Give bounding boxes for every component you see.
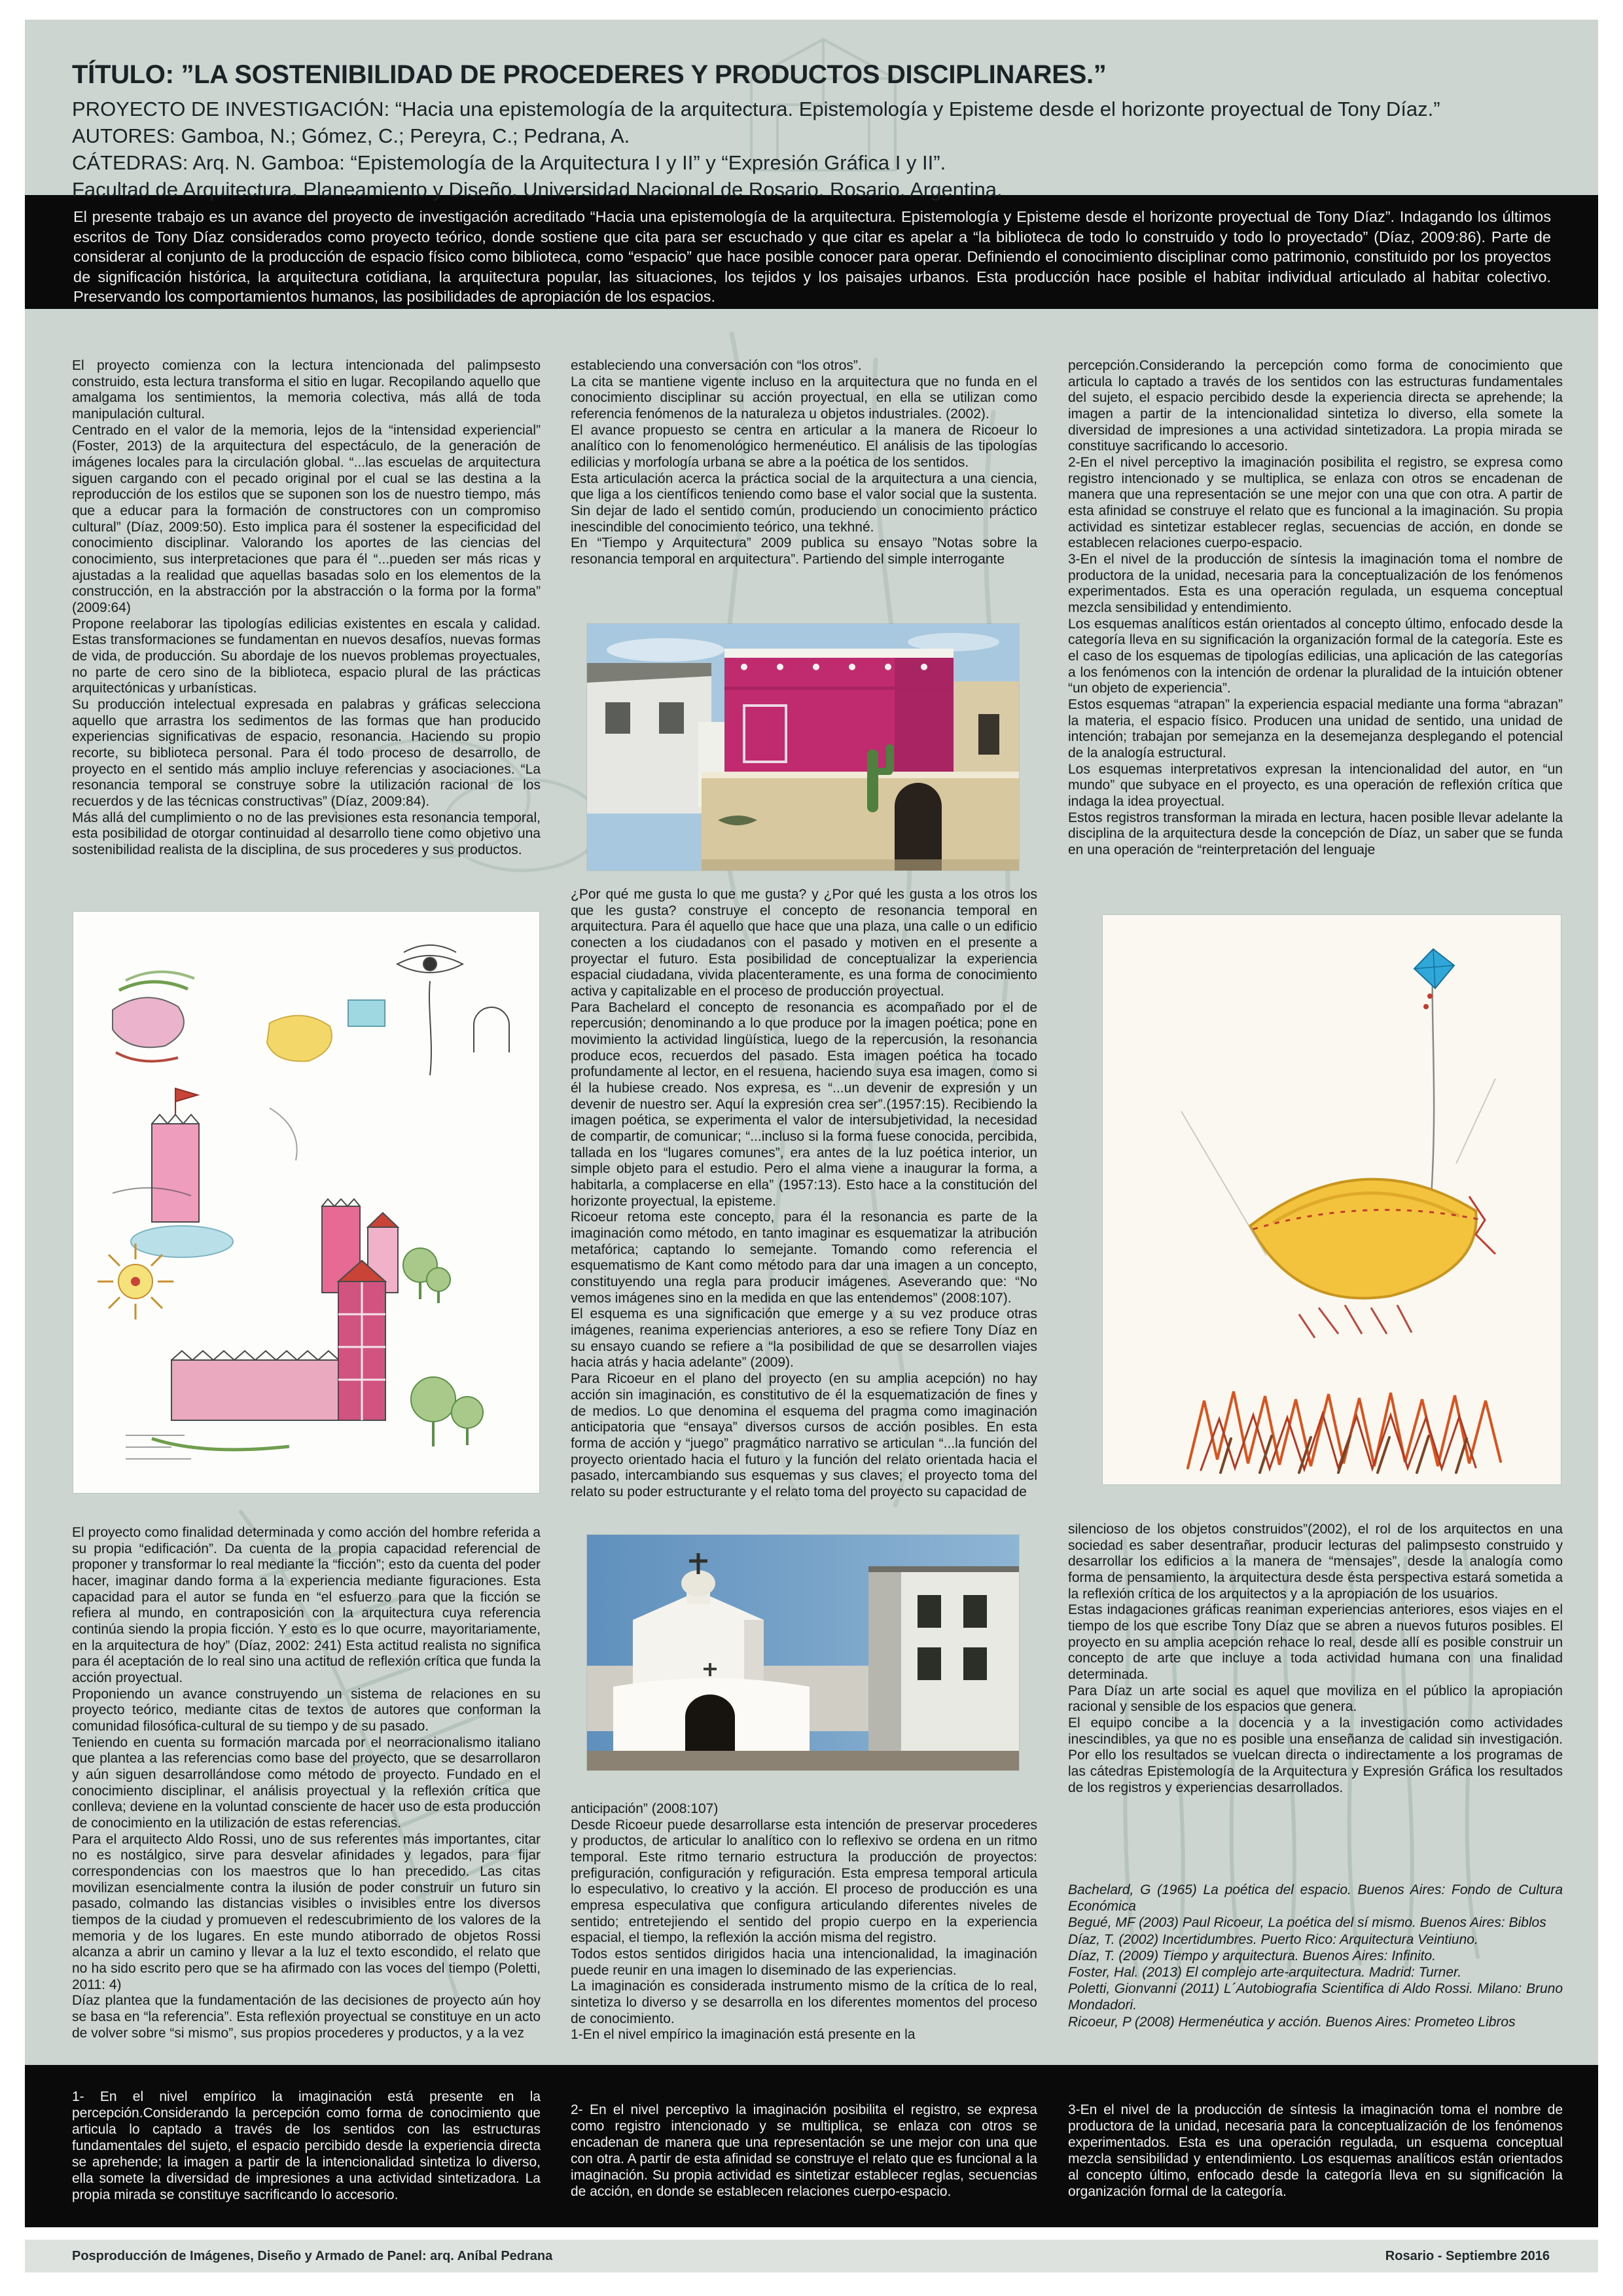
paragraph: Estos esquemas “atrapan” la experiencia espacial mediante una forma “abrazan” la materia, el espacio físico. Producen una unidad de sentido, una unidad de intención; trabajan por semejanza en la desemejanza desplegando el potencial de la analogía estructural. xyxy=(1068,697,1563,761)
paragraph: Para Bachelard el concepto de resonancia es acompañado por el de repercusión; denominando a lo que produce por la imagen poética; pone en movimiento la actividad lingüística, luego de la repercusión, la resonancia produce ecos, recuerdos del pasado. Esta imagen poética ha tocado profundamente al lector, en el resuena, haciendo suya esa imagen, como si él la hubiese creado. Nos expresa, es “...un devenir de expresión y un devenir de nuestro ser. Aquí la expresión crea ser”.(1957:15). Recibiendo la imagen poética, se experimenta el valor de intersubjetividad, la necesidad de compartir, de comunicar; “...incluso si la forma fuese conocida, percibida, tallada en los “lugares comunes”, era antes de la luz poética interior, un simple objeto para el estudio. Pero el alma viene a inaugurar la forma, a habitarla, a complacerse en ella” (1957:13). Esto hace a la constitución del horizonte proyectual, la episteme. xyxy=(571,999,1037,1209)
references-list xyxy=(1068,1882,1563,2030)
paragraph: 2-En el nivel perceptivo la imaginación posibilita el registro, se expresa como registro intencionado y se multiplica, se enlaza con otros se encadenan de manera que una representación se une mejor con una que con otra. A partir de esta afinidad se construye el relato que es funcional a la imaginación. Su propia actividad es sintetizar establecer reglas, secuencias de acción, en donde se establecen relaciones cuerpo-espacio. xyxy=(1068,455,1563,551)
paragraph: Propone reelaborar las tipologías edilicias existentes en escala y calidad. Estas transformaciones se fundamentan en nuevos desafíos, nuevas formas de vida, de producción. Su abordaje de los nuevos problemas proyectuales, no parte de cero sino de la biblioteca, espacio plural de las prácticas arquitectónicas y urbanísticas. xyxy=(72,616,541,696)
paragraph: percepción.Considerando la percepción como forma de conocimiento que articula lo captado a través de los sentidos con las estructuras fundamentales del sujeto, el espacio percibido desde la experiencia directa se aprehende; la imagen a partir de la intencionalidad sintetiza lo diverso, ella somete la diversidad de impresiones a una actividad sintetizadora. La propia mirada se constituye sacrificando lo accesorio. xyxy=(1068,358,1563,454)
credits-production: Posproducción de Imágenes, Diseño y Armado de Panel: arq. Aníbal Pedrana xyxy=(72,2249,553,2263)
sketches-collage-image xyxy=(73,912,539,1493)
reference-entry: Ricoeur, P (2008) Hermenéutica y acción. Buenos Aires: Prometeo Libros xyxy=(1068,2014,1516,2030)
footnote-2: 2- En el nivel perceptivo la imaginación posibilita el registro, se expresa como registro intencionado y se multiplica, se enlaza con otros se encadenan de manera que una representación se une mejor con una que con otra. A partir de esta afinidad se construye el relato que es funcional a la imaginación. Su propia actividad es sintetizar establecer reglas, secuencias de acción, en donde se establecen relaciones cuerpo-espacio. xyxy=(571,2102,1037,2199)
paragraph: Su producción intelectual expresada en palabras y gráficas selecciona aquello que arrastra los sedimentos de las formas que han producido experiencias significativas de espacio, resonancia. Haciendo su propio recorte, su biblioteca personal. Para él todo proceso de desarrollo, de proyecto en el sentido más amplio incluye referencias y asociaciones. “La resonancia temporal se construye sobre la utilización racional de los recuerdos y de las técnicas constructivas” (Díaz, 2009:84). xyxy=(72,697,541,810)
reference-entry: Begué, MF (2003) Paul Ricoeur, La poética del sí mismo. Buenos Aires: Biblos xyxy=(1068,1915,1546,1931)
paragraph: ¿Por qué me gusta lo que me gusta? y ¿Por qué les gusta a los otros los que les gusta? construye el concepto de resonancia temporal en arquitectura. Para él aquello que hace que una plaza, una calle o un edificio conecten a los ciudadanos con el pasado y motiven en el presente a proyectar el futuro. Esta posibilidad de conceptualizar la experiencia espacial ciudadana, vivida placenteramente, es una forma de conocimiento activa y capitalizable en el proceso de producción proyectual. xyxy=(571,887,1037,999)
paragraph: Esta articulación acerca la práctica social de la arquitectura a una ciencia, que liga a los científicos teniendo como base el valor social que la sustenta. Sin dejar de lado el sentido común, produciendo un conocimiento práctico inescindible del conocimiento teórico, una tekhné. xyxy=(571,471,1037,535)
paragraph: Estas indagaciones gráficas reaniman experiencias anteriores, esos viajes en el tiempo de los que escribe Tony Díaz que se abren a nuevos futuros posibles. El proyecto en su amplia acepción rehace lo real, desde allí es posible construir un concepto de arte que incluye a toda actividad humana con una finalidad determinada. xyxy=(1068,1602,1563,1683)
paragraph: La imaginación es considerada instrumento mismo de la crítica de lo real, sintetiza lo diverso y se desarrolla en los diferentes momentos del proceso de conocimiento. xyxy=(571,1979,1037,2026)
footnote-3: 3-En el nivel de la producción de síntesis la imaginación toma el nombre de productora de la unidad, necesaria para la conceptualización de los fenómenos experimentados. Esta es una operación regulada, un esquema conceptual mezcla sensibilidad y entendimiento. Los esquemas analíticos están orientados al concepto último, enfocado desde la categoría lleva en su significación la organización formal de la categoría. xyxy=(1068,2102,1563,2199)
column2-text-middle xyxy=(571,887,1037,1501)
project-line: PROYECTO DE INVESTIGACIÓN: “Hacia una epistemología de la arquitectura. Epistemología y Episteme desde el horizonte proyectual de Tony Díaz.” xyxy=(72,98,1440,120)
catedras-line: CÁTEDRAS: Arq. N. Gamboa: “Epistemología de la Arquitectura I y II” y “Expresión Gráfica I y II”. xyxy=(72,151,946,174)
reference-entry: Díaz, T. (2002) Incertidumbres. Puerto Rico: Arquitectura Veintiuno. xyxy=(1068,1931,1478,1947)
figure-white-church-photo xyxy=(587,1535,1019,1770)
paragraph: Desde Ricoeur puede desarrollarse esta intención de preservar procederes y productos, de articular lo analítico con lo reflexivo se ordena en un ritmo temporal. Este ritmo ternario estructura la producción de proyectos: prefiguración, configuración y refiguración. Esta empresa temporal articula lo especulativo, lo creativo y la acción. El proceso de producción es una empresa especulativa que configura articulando diferentes niveles de sentido; entretejiendo el sentido del propio cuerpo en la experiencia espacial, el tiempo, la reflexión la acción misma del registro. xyxy=(571,1817,1037,1946)
footnote-1: 1- En el nivel empírico la imaginación está presente en la percepción.Considerando la percepción como forma de conocimiento que articula lo captado a través de los sentidos con las estructuras fundamentales del sujeto, el espacio percibido desde la experiencia directa se aprehende; la imagen a partir de la intencionalidad sintetiza lo diverso, ella somete la diversidad de impresiones a una actividad sintetizadora. La propia mirada se constituye sacrificando lo accesorio. xyxy=(72,2089,541,2202)
white-church-image xyxy=(587,1535,1019,1770)
paragraph: Para el arquitecto Aldo Rossi, uno de sus referentes más importantes, citar no es nostálgico, sirve para desvelar afinidades y legados, para fijar correspondencias con los maestros que lo han precedido. Las citas movilizan esencialmente contra la ilusión de poder construir un futuro sin pasado, colmando las distancias visibles o invisibles entre los diversos tiempos de la ciudad y promueven el redescubrimiento de los valores de la memoria y de los lugares. En este mundo atiborrado de objetos Rossi alcanza a abrir un camino y llevar a la luz el texto escondido, el relato que no ha sido escrito pero que se ha afirmado con las voces del tiempo (Poletti, 2011: 4) xyxy=(72,1831,541,1992)
paragraph: El proyecto comienza con la lectura intencionada del palimpsesto construido, esta lectura transforma el sitio en lugar. Recopilando aquello que amalgama los sentimientos, la memoria colectiva, más allá de toda manipulación cultural. xyxy=(72,358,541,422)
column1-text-top xyxy=(72,358,541,859)
column3-text-bottom xyxy=(1068,1522,1563,1796)
figure-sketches-collage xyxy=(73,912,539,1493)
abstract-paragraph: El presente trabajo es un avance del proyecto de investigación acreditado “Hacia una epistemología de la arquitectura. Epistemología y Episteme desde el horizonte proyectual de Tony Díaz”. Indagando los últimos escritos de Tony Díaz considerados como proyecto teórico, donde sostiene que cita para ser escuchado y que citar es apelar a “la biblioteca de todo lo construido y todo lo proyectado” (Díaz, 2009:86). Parte de considerar al conjunto de la producción de espacio físico como biblioteca, como “espacio” que hace posible conocer para operar. Definiendo el conocimiento disciplinar como patrimonio, constituido por los proyectos de significación histórica, la arquitectura cotidiana, la arquitectura popular, las situaciones, los tejidos y los paisajes urbanos. Esta producción hace posible el habitar individual articulado al habitar colectivo. Preservando los comportamientos humanos, las posibilidades de apropiación de los espacios. xyxy=(73,208,1551,306)
paragraph: Los esquemas analíticos están orientados al concepto último, enfocado desde la categoría lleva en su significación la organización formal de la categoría. Este es el caso de los esquemas de tipologías edilicias, una aplicación de las categorías a los fenómenos con la intención de ordenar la pluralidad de la intuición obtener “un objeto de experiencia”. xyxy=(1068,616,1563,696)
column3-text-top xyxy=(1068,358,1563,859)
paragraph: La cita se mantiene vigente incluso en la arquitectura que no funda en el conocimiento disciplinar su acción proyectual, en ella se utilizan como referencia fenómenos de la naturaleza u objetos industriales. (2002). xyxy=(571,374,1037,422)
poster-title: TÍTULO: ”LA SOSTENIBILIDAD DE PROCEDERES Y PRODUCTOS DISCIPLINARES.” xyxy=(72,60,1107,89)
paragraph: Para Díaz un arte social es aquel que moviliza en el público la apropiación racional y sensible de los espacios que genera. xyxy=(1068,1683,1563,1715)
paragraph: Todos estos sentidos dirigidos hacia una intencionalidad, la imaginación puede reunir en una imagen lo diseminado de las experiencias. xyxy=(571,1946,1037,1978)
crescent-drawing-image xyxy=(1103,915,1561,1484)
paragraph: estableciendo una conversación con “los otros”. xyxy=(571,358,862,373)
paragraph: Centrado en el valor de la memoria, lejos de la “intensidad experiencial” (Foster, 2013) de la arquitectura del espectáculo, de la generación de imágenes locales para la circulación global. “...las escuelas de arquitectura siguen cargando con el pecado original por el cual se las destina a la reproducción de los estilos que se suponen son los de nuestro tiempo, más que a educar para la formación de constructores con un compromiso cultural” (Díaz, 2009:50). Esto implica para él sostener la especificidad del conocimiento disciplinar. Valorando los aportes de las ciencias del conocimiento, sus interpretaciones que para él “...pueden ser más ricas y ajustadas a la realidad que aquellas basadas solo en los elementos de la construcción, en la abstracción por la abstracción o la forma por la forma” (2009:64) xyxy=(72,422,541,616)
faculty-line: Facultad de Arquitectura, Planeamiento y Diseño, Universidad Nacional de Rosario. Rosario. Argentina. xyxy=(72,177,1003,201)
paragraph: 3-En el nivel de la producción de síntesis la imaginación toma el nombre de productora de la unidad, necesaria para la conceptualización de los fenómenos experimentados. Esta es una operación regulada, un esquema conceptual mezcla sensibilidad y entendimiento. xyxy=(1068,552,1563,616)
reference-entry: Foster, Hal. (2013) El complejo arte-arquitectura. Madrid: Turner. xyxy=(1068,1964,1462,1980)
figure-crescent-drawing xyxy=(1103,915,1561,1484)
paragraph: Más allá del cumplimiento o no de las previsiones esta resonancia temporal, esta posibilidad de otorgar continuidad al desarrollo tiene como objetivo una sostenibilidad realista de la disciplina, de sus procederes y sus productos. xyxy=(72,810,541,858)
paragraph: Teniendo en cuenta su formación marcada por el neorracionalismo italiano que plantea a las referencias como base del proyecto, que se desarrollaron y aún siguen desarrollándose como método de proyecto. Fundado en el conocimiento disciplinar, el análisis proyectual y la reflexión crítica que conlleva; deviene en la voluntad consciente de hacer uso de esta producción de conocimiento en la utilización de estas referencias. xyxy=(72,1734,541,1831)
reference-entry: Díaz, T. (2009) Tiempo y arquitectura. Buenos Aires: Infinito. xyxy=(1068,1948,1436,1964)
column2-text-top xyxy=(571,358,1037,568)
authors-line: AUTORES: Gamboa, N.; Gómez, C.; Pereyra, C.; Pedrana, A. xyxy=(72,124,630,147)
paragraph: Ricoeur retoma este concepto, para él la resonancia es parte de la imaginación como método, en tanto imaginar es esquematizar la atribución metafórica; captando lo semejante. Tomando como referencia el esquematismo de Kant como método para dar una imagen a un concepto, constituyendo una regla para producir imágenes. Aseverando que: “No vemos imágenes sino en la medida en que las entendemos” (2008:107). xyxy=(571,1210,1037,1306)
magenta-building-image xyxy=(587,624,1019,870)
column2-text-bottom xyxy=(571,1801,1037,2043)
paragraph: Los esquemas interpretativos expresan la intencionalidad del autor, en “un mundo” que subyace en el proyecto, es una operación de reflexión crítica que indaga la idea proyectual. xyxy=(1068,761,1563,810)
paragraph: Estos registros transforman la mirada en lectura, hacen posible llevar adelante la disciplina de la arquitectura desde la concepción de Díaz, un saber que se funda en una operación de “reinterpretación del lenguaje xyxy=(1068,810,1563,858)
paragraph: Proponiendo un avance construyendo un sistema de relaciones en su proyecto teórico, mediante citas de textos de autores que conforman la comunidad filosófica-cultural de su tiempo y de su pasado. xyxy=(72,1686,541,1734)
reference-entry: Poletti, Gionvanni (2011) L´Autobiografia Scientifica di Aldo Rossi. Milano: Bruno Mondadori. xyxy=(1068,1981,1563,2013)
paragraph: El esquema es una significación que emerge y a su vez produce otras imágenes, reanima experiencias anteriores, a eso se refiere Tony Díaz en su ensayo cuando se refiere a “la posibilidad de que se desarrollen viajes hacia atrás y hacia adelante” (2009). xyxy=(571,1306,1037,1371)
credits-date-place: Rosario - Septiembre 2016 xyxy=(1385,2249,1550,2263)
paragraph: Díaz plantea que la fundamentación de las decisiones de proyecto aún hoy se basa en “la referencia”. Esta reflexión proyectual se constituye en un acto de volver sobre “si mismo”, sus propios procederes y productos, y a la vez xyxy=(72,1993,541,2041)
paragraph: 1-En el nivel empírico la imaginación está presente en la xyxy=(571,2027,916,2043)
paragraph: anticipación” (2008:107) xyxy=(571,1801,719,1816)
column1-text-bottom xyxy=(72,1525,541,2042)
reference-entry: Bachelard, G (1965) La poética del espacio. Buenos Aires: Fondo de Cultura Económica xyxy=(1068,1882,1563,1914)
paragraph: El equipo concibe a la docencia y a la investigación como actividades inescindibles, ya que no es posible una enseñanza de calidad sin investigación. Por ello los resultados se vuelcan directa o indirectamente a los programas de las cátedras Epistemología de la Arquitectura y Expresión Gráfica los resultados de los registros y experiencias desarrollados. xyxy=(1068,1715,1563,1795)
paragraph: En “Tiempo y Arquitectura” 2009 publica su ensayo ”Notas sobre la resonancia temporal en arquitectura”. Partiendo del simple interrogante xyxy=(571,535,1037,567)
poster-header xyxy=(72,60,1558,204)
paragraph: El proyecto como finalidad determinada y como acción del hombre referida a su propia “edificación”. Da cuenta de la propia capacidad referencial de proponer y transformar lo real mediante la “ficción”; esto da cuenta del poder hacer, imaginar dando forma a la experiencia mediante figuraciones. Esta capacidad para el autor se funda en “el esfuerzo para que la ficción se refiera al mundo, en contraposición con la arquitectura cuya referencia continúa siendo la propia ficción. Y esto es lo que ocurre, mayoritariamente, en la arquitectura de hoy” (Díaz, 2002: 241) Esta actitud realista no significa para él aceptación de lo real sino una actitud de reflexión crítica que funda la acción proyectual. xyxy=(72,1525,541,1686)
paragraph: El avance propuesto se centra en articular a la manera de Ricoeur lo analítico con lo fenomenológico hermenéutico. El análisis de las tipologías edilicias y morfología urbana se abre a la poética de los sentidos. xyxy=(571,422,1037,471)
paragraph: silencioso de los objetos construidos”(2002), el rol de los arquitectos en una sociedad es saber desentrañar, producir lecturas del palimpsesto construido y desarrollar los edificios a la manera de “mensajes”, desde la analogía como forma de pensamiento, la arquitectura desde ésta perspectiva estará sometida a la reflexión crítica de los arquitectos y a la apropiación de los usuarios. xyxy=(1068,1522,1563,1602)
paragraph: Para Ricoeur en el plano del proyecto (en su amplia acepción) no hay acción sin imaginación, es constitutivo de él la esquematización de fines y de medios. Lo que denomina el esquema del pragma como imaginación anticipatoria que “ensaya” diversos cursos de acción posibles. En esta forma de acción y “juego” pragmático narrativo se articulan “...la función del proyecto orientado hacia el futuro y la función del relato orientada hacia el pasado, intercambiando sus esquemas y sus claves; el proyecto toma del relato su poder estructurante y el relato toma del proyecto su capacidad de xyxy=(571,1371,1037,1499)
figure-magenta-building-photo xyxy=(587,624,1019,870)
